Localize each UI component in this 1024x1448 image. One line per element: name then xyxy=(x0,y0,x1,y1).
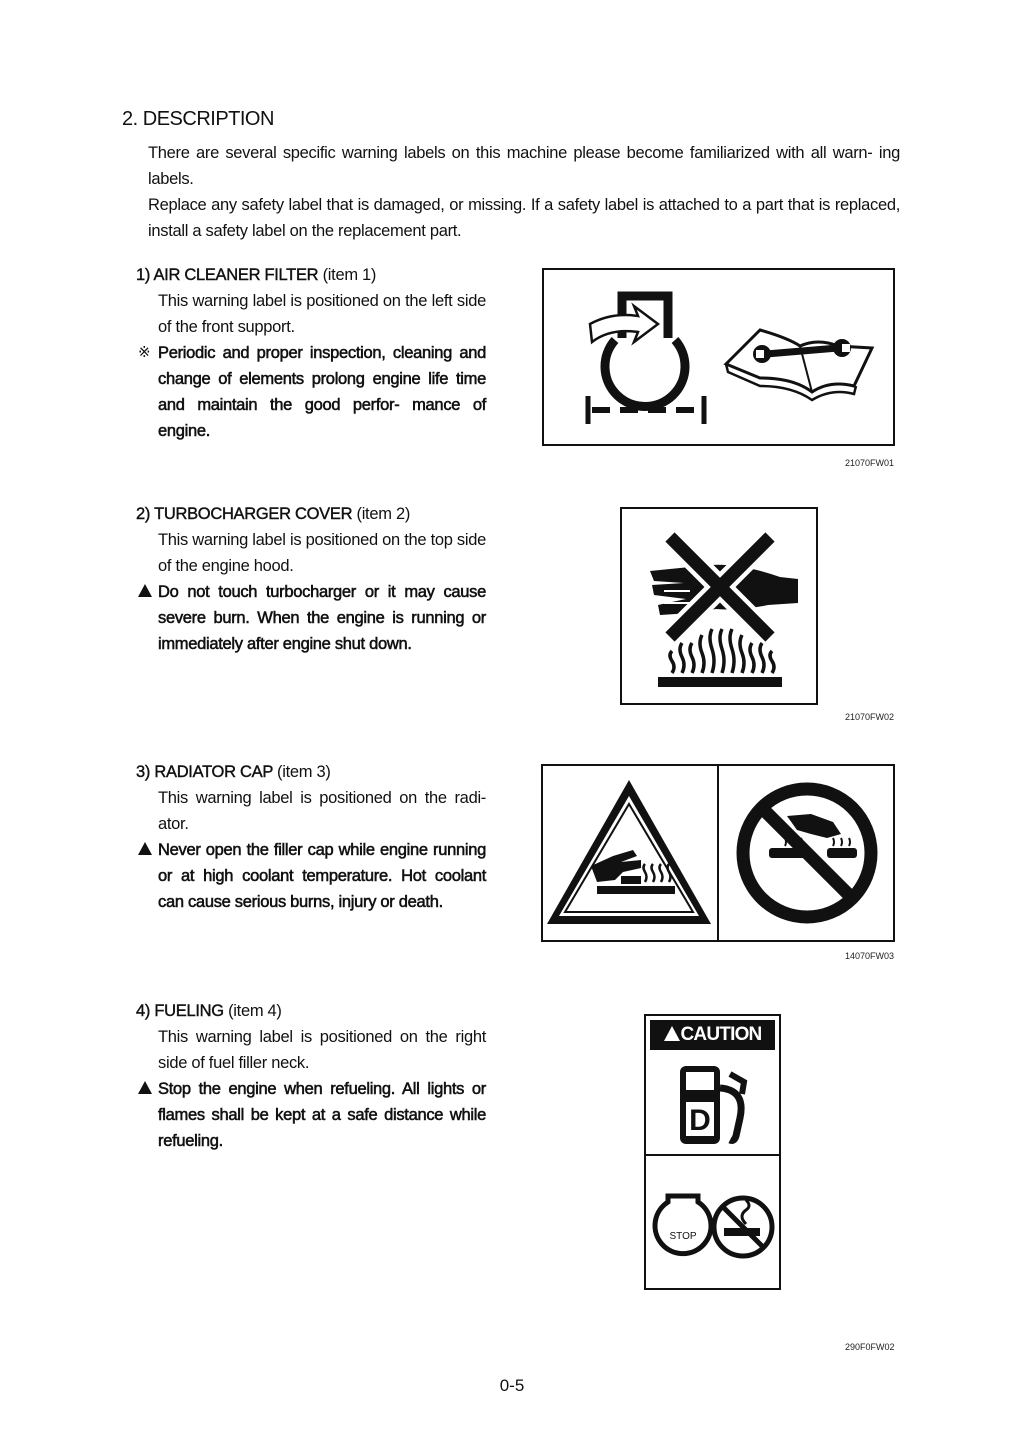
figure-code: 14070FW03 xyxy=(845,951,895,961)
section-title: DESCRIPTION xyxy=(142,108,274,130)
figure-code: 21070FW01 xyxy=(845,458,895,468)
no-smoking-icon xyxy=(710,1194,776,1260)
section-heading xyxy=(122,108,274,131)
intro-paragraph: There are several specific warning labels on this machine please become familiarized with all warn- ing labels. xyxy=(148,144,900,188)
item-warning xyxy=(158,837,486,915)
item-ref: (item 2) xyxy=(356,505,411,523)
item-position: This warning label is positioned on the radi- ator. xyxy=(158,789,486,833)
item-heading xyxy=(136,998,486,1024)
page-number: 0-5 xyxy=(499,1376,525,1395)
item-warning xyxy=(158,579,486,657)
item-air-cleaner xyxy=(136,262,486,444)
item-radiator-cap xyxy=(136,759,486,915)
item-title: RADIATOR CAP xyxy=(154,763,273,781)
item-position: This warning label is positioned on the top side of the engine hood. xyxy=(158,531,486,575)
warning-triangle-icon xyxy=(138,579,156,605)
caution-header xyxy=(650,1020,775,1050)
item-note xyxy=(138,340,486,444)
section-number: 2. xyxy=(122,108,138,130)
warning-triangle-icon xyxy=(138,1076,156,1102)
item-position: This warning label is positioned on the right side of fuel filler neck. xyxy=(158,1028,486,1072)
caution-text: CAUTION xyxy=(680,1024,762,1045)
stop-engine-icon xyxy=(652,1192,714,1264)
item-position: This warning label is positioned on the left side of the front support. xyxy=(158,292,486,336)
item-number: 2) xyxy=(136,505,151,523)
air-cleaner-label-icon xyxy=(542,268,895,446)
item-title: FUELING xyxy=(154,1002,224,1020)
reference-mark-icon: ※ xyxy=(138,344,151,361)
item-ref: (item 3) xyxy=(277,763,331,781)
item-warning-text: Do not touch turbocharger or it may cause severe burn. When the engine is running or immediately after engine shut down. xyxy=(158,583,486,653)
item-ref: (item 1) xyxy=(322,266,377,284)
item-note-text: Periodic and proper inspection, cleaning and change of elements prolong engine life time and maintain the good perfor- mance of engine. xyxy=(158,344,486,440)
fuel-pump-icon xyxy=(674,1060,754,1150)
fuel-letter: D xyxy=(689,1104,711,1137)
item-number: 1) xyxy=(136,266,151,284)
item-turbocharger xyxy=(136,501,486,657)
fueling-label xyxy=(644,1014,781,1290)
intro-text xyxy=(148,140,900,244)
item-warning-text: Never open the filler cap while engine running or at high coolant temperature. Hot coolant can cause serious burns, injury or death. xyxy=(158,841,486,911)
figure-code: 290F0FW02 xyxy=(845,1342,895,1352)
figure-code: 21070FW02 xyxy=(845,712,895,722)
item-ref: (item 4) xyxy=(228,1002,282,1020)
warning-triangle-icon xyxy=(138,837,156,863)
item-warning xyxy=(158,1076,486,1154)
radiator-cap-label-icon xyxy=(541,764,895,942)
item-number: 4) xyxy=(136,1002,151,1020)
item-warning-text: Stop the engine when refueling. All lights or flames shall be kept at a safe distance while refueling. xyxy=(158,1080,486,1150)
item-number: 3) xyxy=(136,763,151,781)
item-fueling xyxy=(136,998,486,1154)
caution-triangle-icon xyxy=(664,1026,680,1041)
item-title: TURBOCHARGER COVER xyxy=(154,505,353,523)
item-title: AIR CLEANER FILTER xyxy=(153,266,319,284)
item-heading xyxy=(136,759,486,785)
item-heading xyxy=(136,501,486,527)
intro-paragraph: Replace any safety label that is damaged, or missing. If a safety label is attached to a part that is replaced, install a safety label on the replacement part. xyxy=(148,196,900,240)
item-heading xyxy=(136,262,486,288)
hot-surface-label-icon xyxy=(620,507,818,705)
stop-text: STOP xyxy=(669,1231,697,1242)
